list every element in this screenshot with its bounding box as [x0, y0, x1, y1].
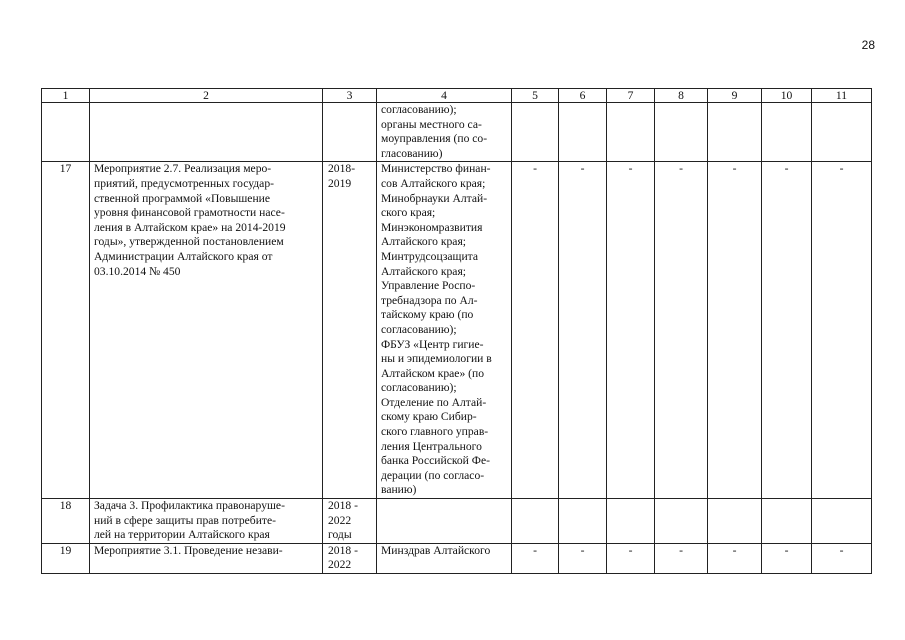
table-row — [42, 162, 872, 499]
program-table — [41, 88, 872, 574]
executors-cell-line: Минздрав Алтайского — [381, 543, 491, 557]
executors-cell-line: тайскому краю (по — [381, 308, 474, 322]
value-cell: - — [812, 162, 872, 499]
value-cell — [812, 499, 872, 544]
value-cell — [762, 103, 812, 162]
executors-cell-line: банка Российской Фе- — [381, 454, 490, 468]
activity-cell — [90, 543, 323, 573]
value-cell — [512, 499, 559, 544]
value-cell: - — [762, 162, 812, 499]
period-cell-line: 2022 — [328, 513, 352, 527]
value-cell: - — [655, 543, 708, 573]
header-row — [42, 89, 872, 103]
executors-cell-line: требнадзора по Ал- — [381, 293, 478, 307]
executors-cell — [377, 103, 512, 162]
activity-cell — [90, 162, 323, 499]
executors-cell-line: дерации (по согласо- — [381, 468, 485, 482]
header-cell: 7 — [607, 89, 655, 103]
executors-cell-line: согласованию); — [381, 322, 457, 336]
header-cell: 1 — [42, 89, 90, 103]
header-cell: 8 — [655, 89, 708, 103]
executors-cell — [377, 499, 512, 544]
executors-cell-line: ления Центрального — [381, 439, 482, 453]
header-cell: 11 — [812, 89, 872, 103]
value-cell — [512, 103, 559, 162]
value-cell: - — [512, 543, 559, 573]
executors-cell-line: ванию) — [381, 483, 417, 497]
header-cell: 4 — [377, 89, 512, 103]
executors-cell-line: Минтрудсоцзащита — [381, 249, 479, 263]
executors-cell-line: ФБУЗ «Центр гигие- — [381, 337, 484, 351]
period-cell — [323, 543, 377, 573]
executors-cell — [377, 543, 512, 573]
activity-cell-line: 03.10.2014 № 450 — [94, 264, 181, 278]
table-row — [42, 103, 872, 162]
value-cell: - — [708, 162, 762, 499]
activity-cell-line: ственной программой «Повышение — [94, 191, 271, 205]
period-cell-line: 2022 — [328, 558, 352, 572]
executors-cell-line: сов Алтайского края; — [381, 176, 486, 190]
period-cell — [323, 499, 377, 544]
value-cell — [708, 103, 762, 162]
value-cell: - — [762, 543, 812, 573]
activity-cell-line: Задача 3. Профилактика правонаруше- — [94, 499, 285, 513]
value-cell: - — [655, 162, 708, 499]
row-number-cell — [42, 103, 90, 162]
value-cell: - — [559, 162, 607, 499]
row-number-cell: 17 — [42, 162, 90, 499]
value-cell: - — [512, 162, 559, 499]
activity-cell-line: ний в сфере защиты прав потребите- — [94, 513, 276, 527]
row-number-cell: 18 — [42, 499, 90, 544]
header-cell: 10 — [762, 89, 812, 103]
activity-cell-line: Мероприятие 3.1. Проведение незави- — [94, 543, 283, 557]
activity-cell-line: Мероприятие 2.7. Реализация меро- — [94, 162, 272, 176]
executors-cell-line: Отделение по Алтай- — [381, 395, 487, 409]
executors-cell-line: ны и эпидемиологии в — [381, 352, 492, 366]
value-cell: - — [607, 543, 655, 573]
header-cell: 3 — [323, 89, 377, 103]
executors-cell-line: ского главного управ- — [381, 425, 489, 439]
activity-cell-line: уровня финансовой грамотности насе- — [94, 206, 285, 220]
value-cell — [655, 103, 708, 162]
executors-cell — [377, 162, 512, 499]
executors-cell-line: согласованию); — [381, 381, 457, 395]
table-row — [42, 499, 872, 544]
activity-cell-line: ления в Алтайском крае» на 2014-2019 — [94, 220, 286, 234]
activity-cell — [90, 103, 323, 162]
period-cell-line: 2018- — [328, 162, 356, 176]
activity-cell-line: Администрации Алтайского края от — [94, 249, 273, 263]
value-cell — [607, 499, 655, 544]
period-cell-line: годы — [328, 528, 352, 542]
row-number-cell: 19 — [42, 543, 90, 573]
value-cell: - — [607, 162, 655, 499]
table-row — [42, 543, 872, 573]
value-cell — [559, 103, 607, 162]
value-cell — [607, 103, 655, 162]
period-cell-line: 2018 - — [328, 499, 358, 513]
executors-cell-line: Алтайском крае» (по — [381, 366, 484, 380]
executors-cell-line: Министерство финан- — [381, 162, 491, 176]
executors-cell-line: скому краю Сибир- — [381, 410, 477, 424]
executors-cell-line: органы местного са- — [381, 117, 482, 131]
executors-cell-line: гласованию) — [381, 146, 443, 160]
header-cell: 6 — [559, 89, 607, 103]
executors-cell-line: моуправления (по со- — [381, 132, 488, 146]
executors-cell-line: ского края; — [381, 206, 436, 220]
value-cell — [812, 103, 872, 162]
executors-cell-line: Управление Роспо- — [381, 279, 476, 293]
period-cell — [323, 162, 377, 499]
executors-cell-line: согласованию); — [381, 103, 457, 116]
value-cell: - — [559, 543, 607, 573]
activity-cell-line: лей на территории Алтайского края — [94, 528, 270, 542]
value-cell — [762, 499, 812, 544]
executors-cell-line: Алтайского края; — [381, 264, 466, 278]
value-cell — [559, 499, 607, 544]
activity-cell — [90, 499, 323, 544]
value-cell: - — [708, 543, 762, 573]
period-cell-line: 2019 — [328, 176, 352, 190]
activity-cell-line: годы», утвержденной постановлением — [94, 235, 284, 249]
header-cell: 2 — [90, 89, 323, 103]
header-cell: 9 — [708, 89, 762, 103]
value-cell: - — [812, 543, 872, 573]
page-number: 28 — [861, 38, 875, 52]
value-cell — [655, 499, 708, 544]
executors-cell-line: Минэкономразвития — [381, 220, 483, 234]
period-cell-line: 2018 - — [328, 543, 358, 557]
value-cell — [708, 499, 762, 544]
header-cell: 5 — [512, 89, 559, 103]
executors-cell-line: Минобрнауки Алтай- — [381, 191, 488, 205]
activity-cell-line: приятий, предусмотренных государ- — [94, 176, 274, 190]
executors-cell-line: Алтайского края; — [381, 235, 466, 249]
period-cell — [323, 103, 377, 162]
table-body — [42, 103, 872, 574]
